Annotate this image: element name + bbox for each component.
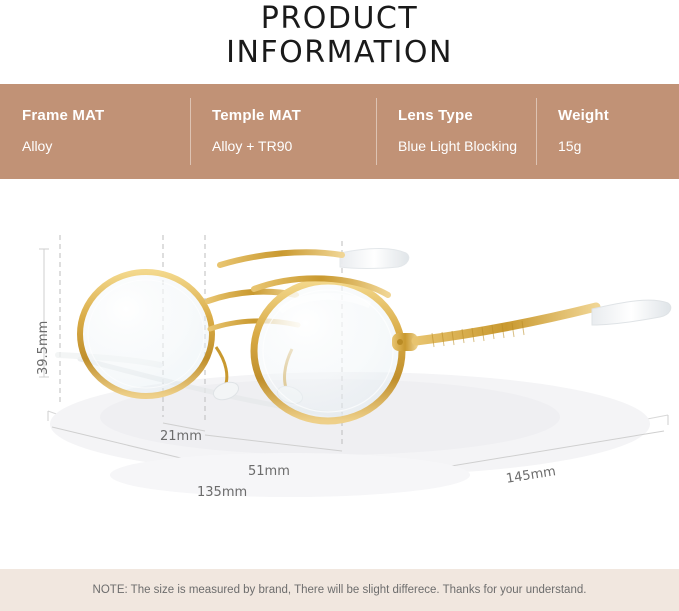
spec-column-temple-mat — [190, 84, 376, 179]
dimension-lens-width: 51mm — [248, 464, 290, 479]
page-title-line-1: PRODUCT — [260, 1, 419, 36]
dimension-lens-height: 39.5mm — [36, 320, 51, 375]
product-photo-area — [0, 179, 679, 569]
dimension-temple-length: 145mm — [505, 464, 557, 487]
page-title-line-2: INFORMATION — [226, 35, 453, 70]
spec-value-temple-mat: Alloy + TR90 — [212, 138, 293, 154]
spec-value-frame-mat: Alloy — [22, 138, 53, 154]
dimension-frame-width: 135mm — [197, 485, 248, 500]
spec-label-weight: Weight — [558, 107, 609, 124]
dimension-bridge: 21mm — [160, 429, 202, 444]
spec-label-temple-mat: Temple MAT — [212, 107, 301, 124]
spec-label-frame-mat: Frame MAT — [22, 107, 105, 124]
spec-column-weight — [536, 84, 679, 179]
eyeglasses-illustration — [40, 229, 679, 529]
spec-column-lens-type — [376, 84, 536, 179]
size-note: NOTE: The size is measured by brand, There will be slight differece. Thanks for your understand. — [0, 569, 679, 611]
spec-label-lens-type: Lens Type — [398, 107, 473, 124]
page-title — [0, 0, 679, 84]
spec-column-frame-mat — [0, 84, 190, 179]
specification-bar — [0, 84, 679, 179]
spec-value-weight: 15g — [558, 138, 582, 154]
spec-value-lens-type: Blue Light Blocking — [398, 138, 518, 154]
